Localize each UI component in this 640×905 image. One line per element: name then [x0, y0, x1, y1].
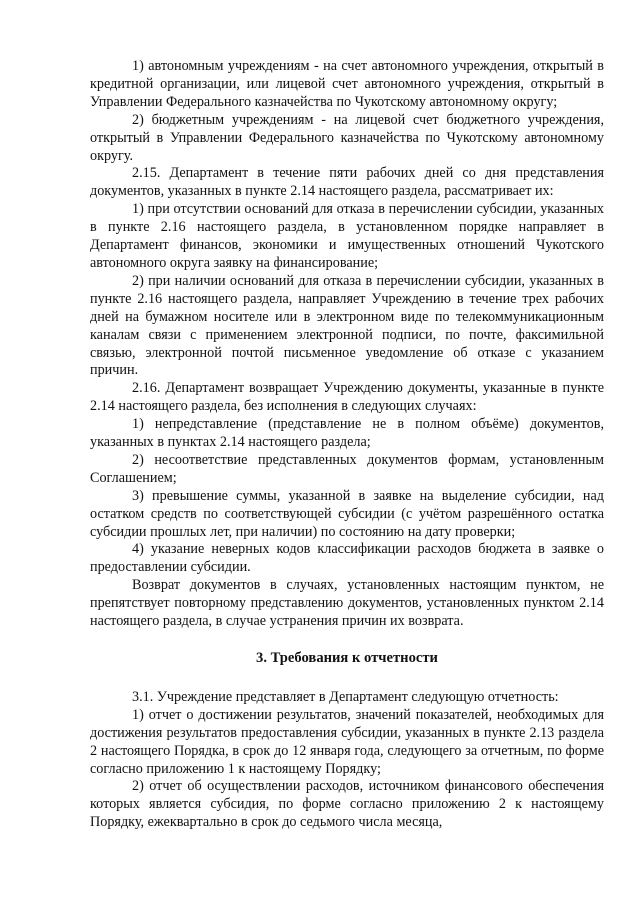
paragraph-2-16-item-4: 4) указание неверных кодов классификации расходов бюджета в заявке о предоставлении субсидии. — [90, 541, 604, 576]
paragraph-clause-2-16: 2.16. Департамент возвращает Учреждению документы, указанные в пункте 2.14 настоящего раздела, без исполнения в следующих случаях: — [90, 380, 604, 415]
paragraph-2-16-item-2: 2) несоответствие представленных документов формам, установленным Соглашением; — [90, 451, 604, 486]
paragraph-item-1-autonomous: 1) автономным учреждениям - на счет автономного учреждения, открытый в кредитной организации, или лицевой счет автономного учреждения, открытый в Управлении Федерального казначейства по Чукотскому автономному округу; — [90, 58, 604, 110]
document-page — [90, 58, 604, 832]
section-heading-reporting: 3. Требования к отчетности — [256, 650, 438, 666]
paragraph-3-1-item-1: 1) отчет о достижении результатов, значений показателей, необходимых для достижения результатов предоставления субсидии, указанных в пункте 2.13 раздела 2 настоящего Порядка, в срок до 12 января года, следующего за отчетным, по форме согласно приложению 1 к настоящему Порядку; — [90, 706, 604, 777]
paragraph-item-2-budgetary: 2) бюджетным учреждениям - на лицевой счет бюджетного учреждения, открытый в Управлении Федерального казначейства по Чукотскому автономному округу. — [90, 111, 604, 164]
paragraph-clause-3-1: 3.1. Учреждение представляет в Департамент следующую отчетность: — [132, 688, 559, 705]
paragraph-return-of-documents: Возврат документов в случаях, установленных настоящим пунктом, не препятствует повторному представлению документов, установленных пунктом 2.14 настоящего раздела, в случае устранения причин их возврата. — [90, 577, 604, 630]
paragraph-2-16-item-1: 1) непредставление (представление не в полном объёме) документов, указанных в пунктах 2.14 настоящего раздела; — [90, 416, 604, 451]
paragraph-2-15-item-1: 1) при отсутствии оснований для отказа в перечислении субсидии, указанных в пункте 2.16 настоящего раздела, в установленном порядке направляет в Департамент финансов, экономики и имущественных отношений Чукотского автономного округа заявку на финансирование; — [90, 201, 604, 271]
paragraph-2-15-item-2: 2) при наличии оснований для отказа в перечислении субсидии, указанных в пункте 2.16 настоящего раздела, направляет Учреждению в течение трех рабочих дней на бумажном носителе или в электронном виде по телекоммуникационным каналам связи с применением электронной подписи, по почте, факсимильной связью, электронной почтой письменное уведомление об отказе с указанием причин. — [90, 272, 604, 379]
paragraph-clause-2-15: 2.15. Департамент в течение пяти рабочих дней со дня представления документов, указанных в пункте 2.14 настоящего раздела, рассматривает их: — [90, 165, 604, 200]
paragraph-2-16-item-3: 3) превышение суммы, указанной в заявке на выделение субсидии, над остатком средств по соответствующей субсидии (с учётом разрешённого остатка субсидии прошлых лет, при наличии) по состоянию на дату проверки; — [90, 487, 604, 540]
paragraph-3-1-item-2: 2) отчет об осуществлении расходов, источником финансового обеспечения которых является субсидия, по форме согласно приложению 2 к настоящему Порядку, ежеквартально в срок до седьмого числа месяца, — [90, 778, 604, 831]
